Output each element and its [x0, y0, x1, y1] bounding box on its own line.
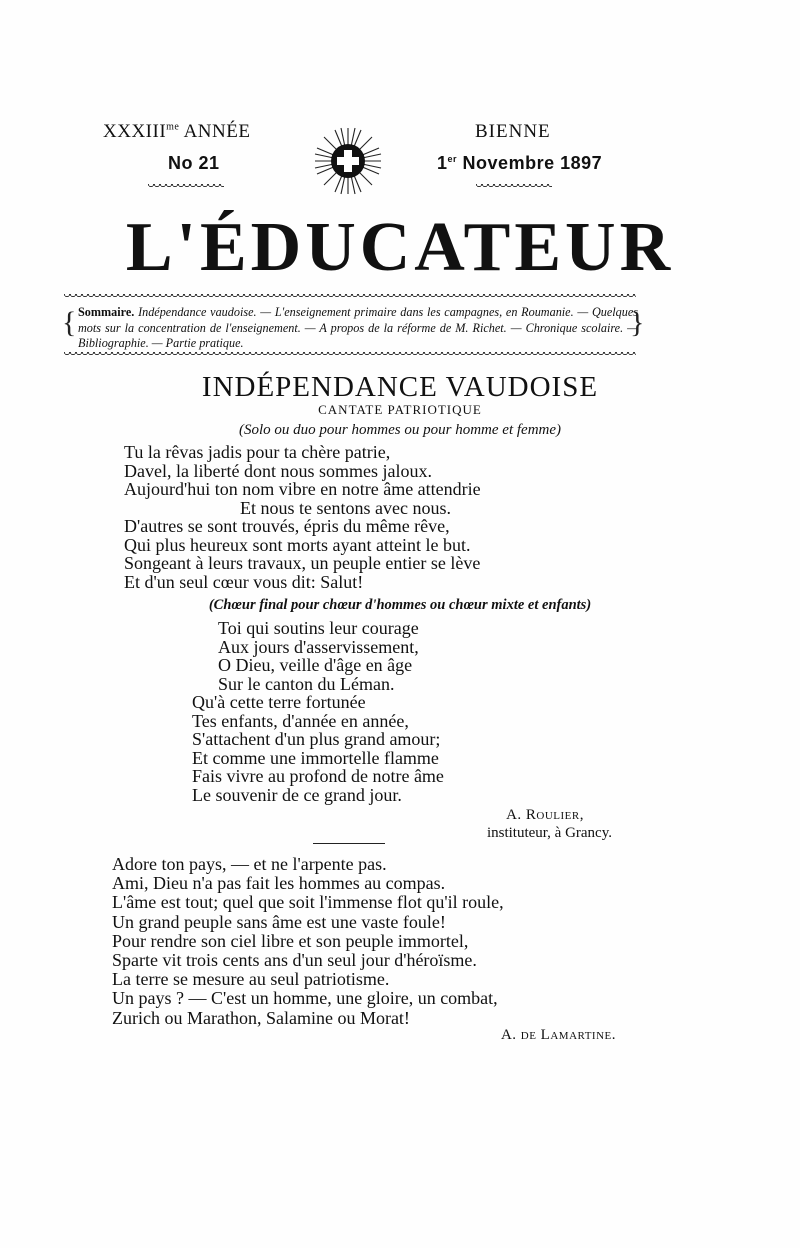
- swiss-cross-emblem-icon: [313, 126, 383, 196]
- sommaire-brace-left: {: [62, 306, 77, 339]
- sommaire-border-top: [64, 294, 636, 300]
- article-subtitle: CANTATE PATRIOTIQUE: [318, 402, 482, 417]
- sommaire-border-bottom: [64, 352, 636, 358]
- quote-line: Ami, Dieu n'a pas fait les hommes au compas.: [112, 873, 446, 894]
- quote-line: Sparte vit trois cents ans d'un seul jour d'héroïsme.: [112, 950, 477, 971]
- poem-line: Aux jours d'asservissement,: [218, 636, 419, 657]
- poem-line: Songeant à leurs travaux, un peuple entier se lève: [124, 553, 481, 573]
- quote-line: Un grand peuple sans âme est une vaste foule!: [112, 911, 446, 932]
- poem-line: Le souvenir de ce grand jour.: [192, 784, 402, 805]
- poem-line: D'autres se sont trouvés, épris du même rêve,: [124, 516, 450, 536]
- header-ornament-left: [148, 184, 224, 190]
- sommaire-brace-right: }: [630, 306, 645, 339]
- issue-date: 1er Novembre 1897: [437, 153, 603, 173]
- quote-line: L'âme est tout; quel que soit l'immense flot qu'il roule,: [112, 892, 504, 913]
- quote-author: A. de Lamartine.: [500, 1027, 616, 1043]
- poem-line: Davel, la liberté dont nous sommes jaloux.: [124, 460, 432, 481]
- poem-line: Toi qui soutins leur courage: [218, 618, 419, 638]
- poem-line: Tu la rêvas jadis pour ta chère patrie,: [124, 442, 391, 462]
- volume-year: $XXXIII^{me}$ ANNÉE: [103, 121, 251, 142]
- article-title: INDÉPENDANCE VAUDOISE: [201, 371, 599, 403]
- quote-line: Zurich ou Marathon, Salamine ou Morat!: [112, 1007, 410, 1028]
- article-author: A. Roulier,: [506, 807, 584, 823]
- quote-line: Pour rendre son ciel libre et son peuple immortel,: [112, 930, 469, 951]
- chorus-note: (Chœur final pour chœur d'hommes ou chœur mixte et enfants): [208, 597, 592, 613]
- poem-line: Qui plus heureux sont morts ayant atteint le but.: [124, 534, 471, 555]
- city: BIENNE: [475, 121, 551, 142]
- quote-line: La terre se mesure au seul patriotisme.: [112, 969, 390, 990]
- poem-line: Aujourd'hui ton nom vibre en notre âme attendrie: [124, 479, 481, 499]
- poem-line: Et nous te sentons avec nous.: [240, 497, 451, 518]
- performance-note: (Solo ou duo pour hommes ou pour homme et femme): [238, 422, 562, 438]
- article-author-role: instituteur, à Grancy.: [486, 825, 612, 841]
- poem-line: Et comme une immortelle flamme: [192, 747, 439, 768]
- lamartine-quote: [112, 855, 504, 1028]
- quote-line: Un pays ? — C'est un homme, une gloire, un combat,: [112, 988, 498, 1009]
- masthead-title: L'ÉDUCATEUR: [125, 209, 675, 286]
- stanza-2: [192, 619, 444, 804]
- poem-line: Qu'à cette terre fortunée: [192, 692, 366, 712]
- poem-line: Et d'un seul cœur vous dit: Salut!: [124, 571, 364, 592]
- poem-line: O Dieu, veille d'âge en âge: [218, 655, 413, 675]
- poem-line: Sur le canton du Léman.: [218, 673, 395, 694]
- sommaire: Sommaire. Indépendance vaudoise. — L'enseignement primaire dans les campagnes, en Roumanie. — Quelques mots sur la concentration de l'enseignement. — A propos de la réforme de M. Richet. — Chronique scolaire. — Bibliographie. — Partie pratique.: [78, 305, 638, 350]
- poem-line: S'attachent d'un plus grand amour;: [192, 729, 441, 749]
- stanza-1: [124, 443, 481, 591]
- poem-line: Fais vivre au profond de notre âme: [192, 766, 444, 786]
- section-divider: [313, 843, 385, 844]
- issue-number: No 21: [168, 153, 220, 173]
- quote-line: Adore ton pays, — et ne l'arpente pas.: [112, 854, 387, 874]
- poem-line: Tes enfants, d'année en année,: [192, 710, 409, 731]
- header-ornament-right: [476, 184, 552, 190]
